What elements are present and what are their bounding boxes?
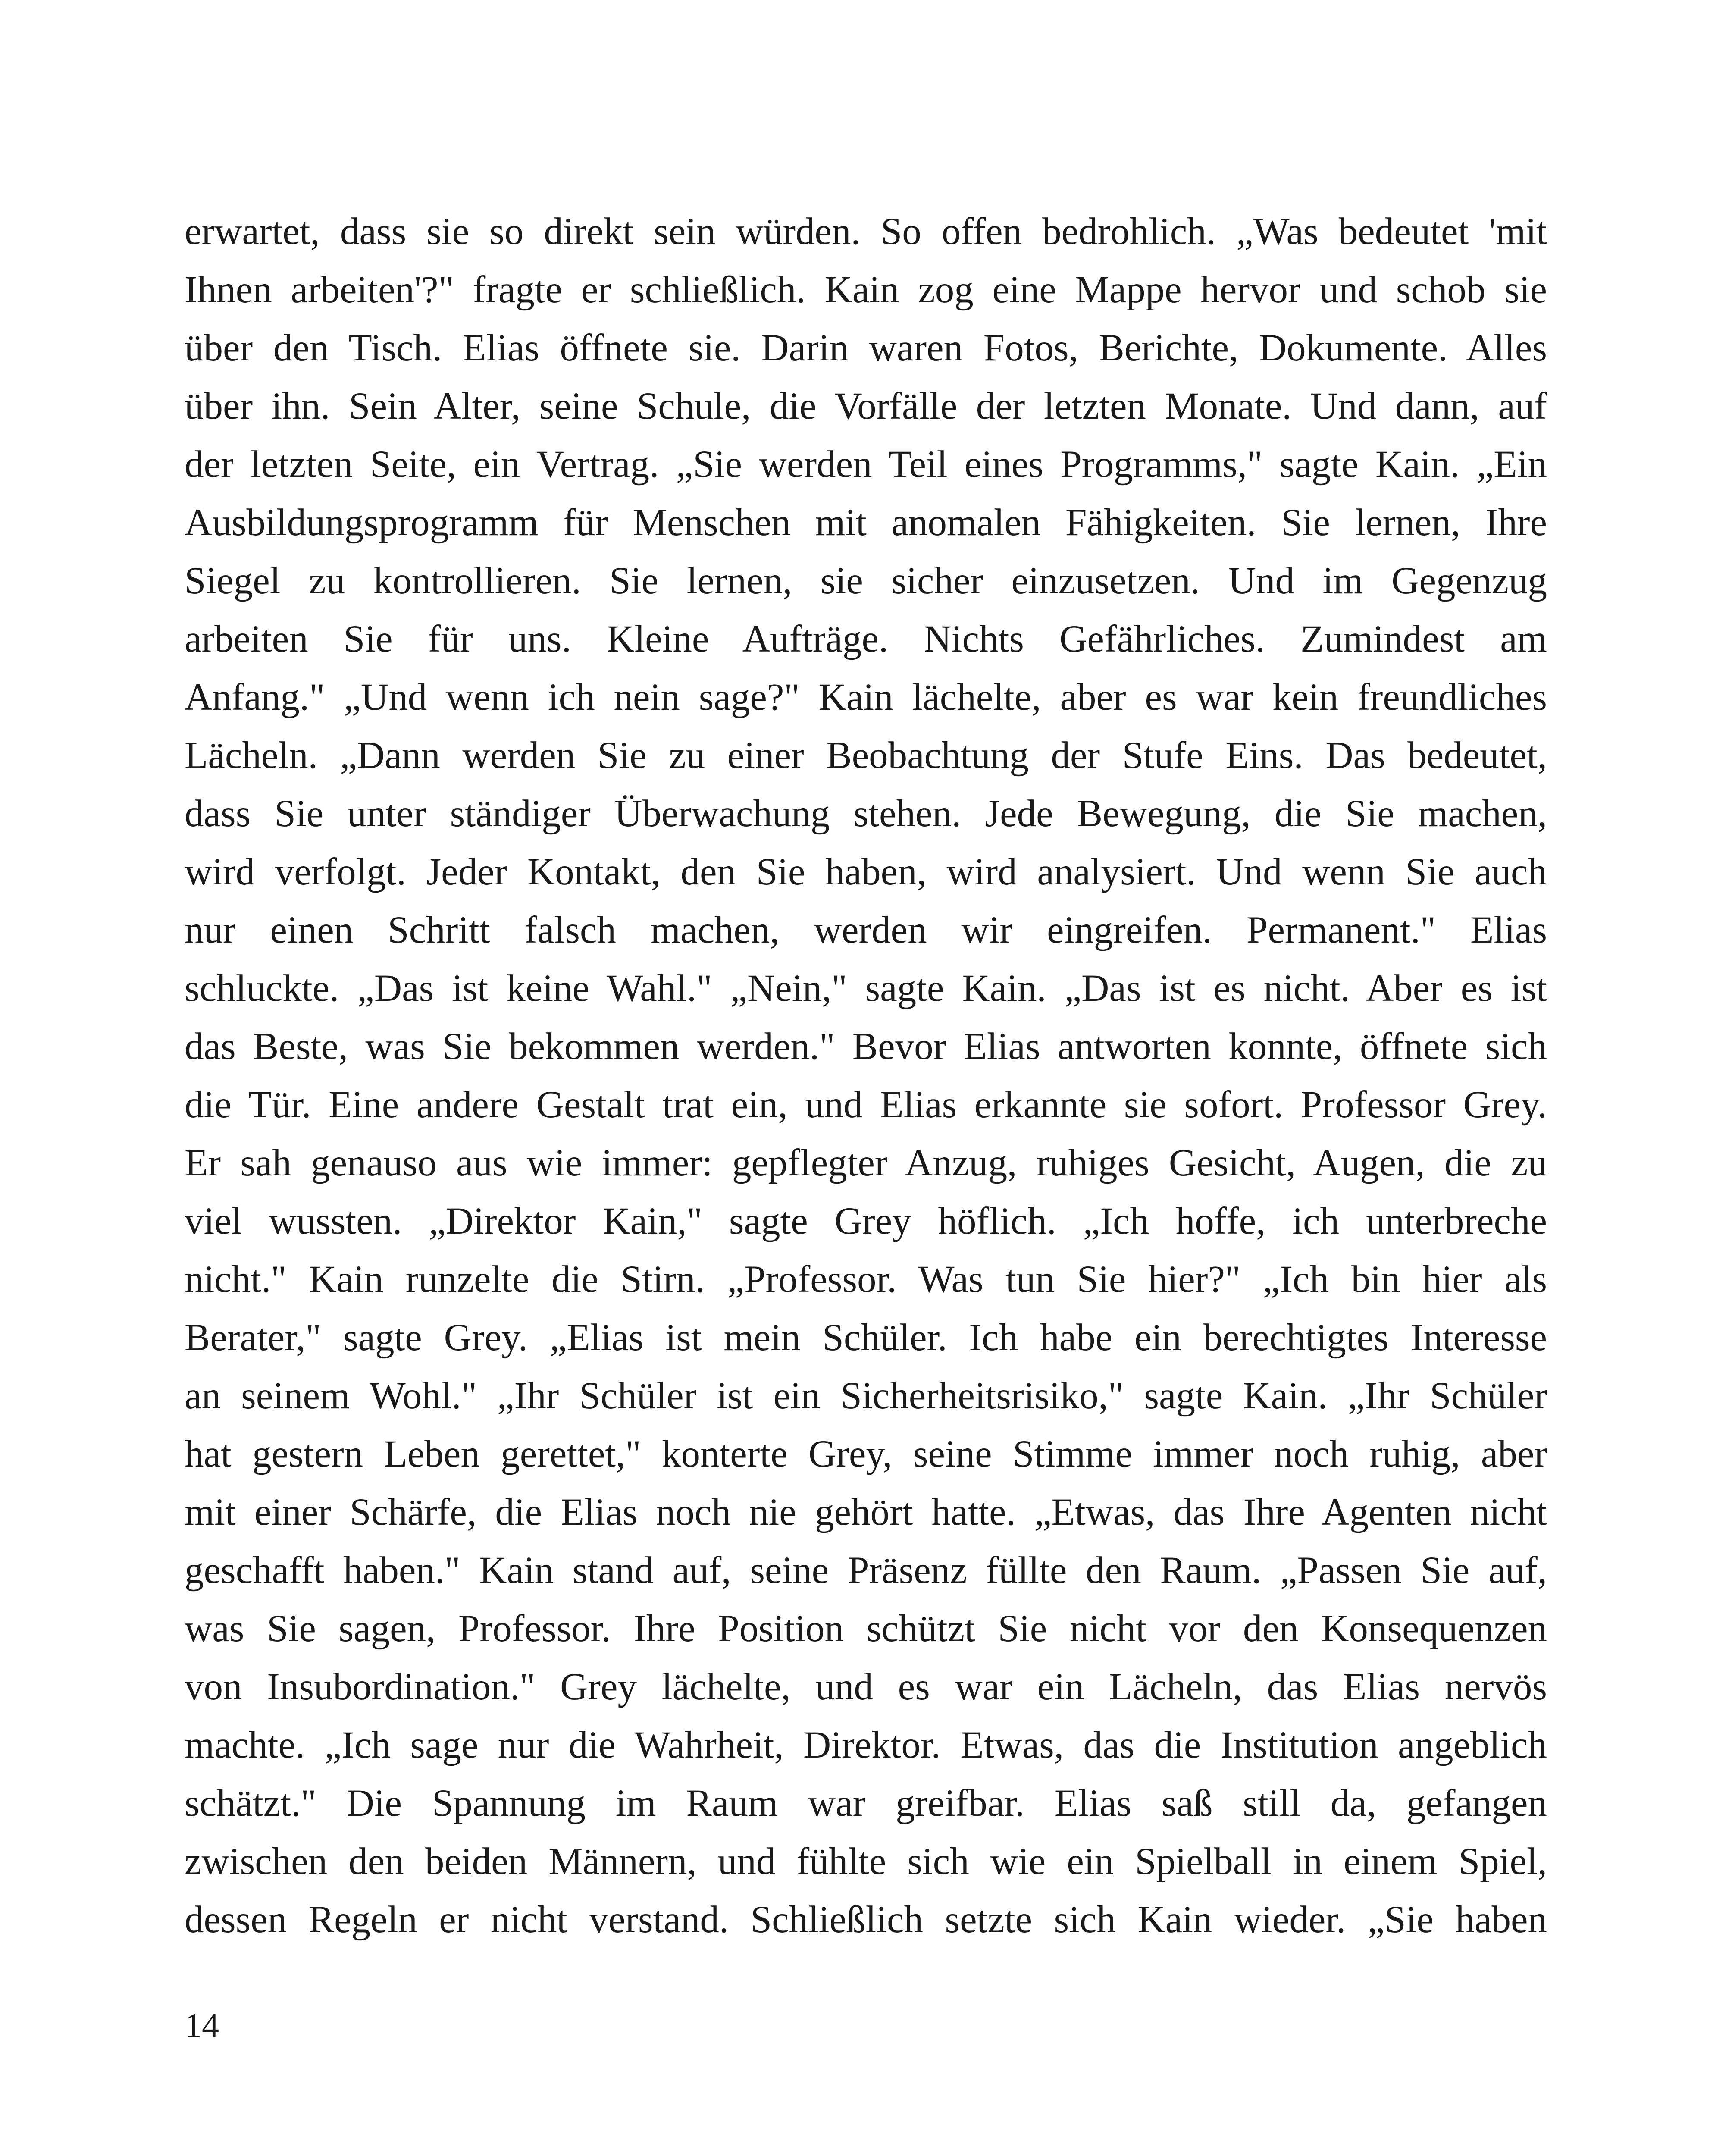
- text-line: Anfang." „Und wenn ich nein sage?" Kain lächelte, aber es war kein freundliches: [185, 676, 1547, 718]
- text-line: die Tür. Eine andere Gestalt trat ein, und Elias erkannte sie sofort. Professor Grey.: [185, 1084, 1547, 1126]
- text-line: schluckte. „Das ist keine Wahl." „Nein," sagte Kain. „Das ist es nicht. Aber es ist: [185, 967, 1547, 1009]
- text-line: von Insubordination." Grey lächelte, und es war ein Lächeln, das Elias nervös: [185, 1666, 1547, 1708]
- text-line: geschafft haben." Kain stand auf, seine Präsenz füllte den Raum. „Passen Sie auf,: [185, 1549, 1547, 1592]
- text-line: erwartet, dass sie so direkt sein würden. So offen bedrohlich. „Was bedeutet 'mit: [185, 210, 1547, 253]
- text-line: Siegel zu kontrollieren. Sie lernen, sie sicher einzusetzen. Und im Gegenzug: [185, 560, 1547, 602]
- text-line: nur einen Schritt falsch machen, werden wir eingreifen. Permanent." Elias: [185, 909, 1547, 951]
- text-line: mit einer Schärfe, die Elias noch nie gehört hatte. „Etwas, das Ihre Agenten nicht: [185, 1491, 1547, 1533]
- text-line: Ihnen arbeiten'?" fragte er schließlich. Kain zog eine Mappe hervor und schob sie: [185, 269, 1547, 311]
- text-line: arbeiten Sie für uns. Kleine Aufträge. Nichts Gefährliches. Zumindest am: [185, 618, 1547, 660]
- text-line: Ausbildungsprogramm für Menschen mit anomalen Fähigkeiten. Sie lernen, Ihre: [185, 501, 1547, 544]
- text-line: hat gestern Leben gerettet," konterte Grey, seine Stimme immer noch ruhig, aber: [185, 1433, 1547, 1475]
- text-line: schätzt." Die Spannung im Raum war greifbar. Elias saß still da, gefangen: [185, 1782, 1547, 1824]
- body-text: [185, 203, 1547, 1949]
- text-line: Berater," sagte Grey. „Elias ist mein Schüler. Ich habe ein berechtigtes Interesse: [185, 1316, 1547, 1359]
- text-line: das Beste, was Sie bekommen werden." Bevor Elias antworten konnte, öffnete sich: [185, 1025, 1547, 1068]
- text-line: Er sah genauso aus wie immer: gepflegter Anzug, ruhiges Gesicht, Augen, die zu: [185, 1142, 1547, 1184]
- text-line: machte. „Ich sage nur die Wahrheit, Direktor. Etwas, das die Institution angeblich: [185, 1724, 1547, 1766]
- text-line: an seinem Wohl." „Ihr Schüler ist ein Sicherheitsrisiko," sagte Kain. „Ihr Schüler: [185, 1375, 1547, 1417]
- text-line: der letzten Seite, ein Vertrag. „Sie werden Teil eines Programms," sagte Kain. „Ein: [185, 443, 1547, 486]
- text-line: wird verfolgt. Jeder Kontakt, den Sie haben, wird analysiert. Und wenn Sie auch: [185, 851, 1547, 893]
- text-line: dass Sie unter ständiger Überwachung stehen. Jede Bewegung, die Sie machen,: [185, 793, 1547, 835]
- text-line: dessen Regeln er nicht verstand. Schließlich setzte sich Kain wieder. „Sie haben: [185, 1899, 1547, 1941]
- text-line: Lächeln. „Dann werden Sie zu einer Beobachtung der Stufe Eins. Das bedeutet,: [185, 734, 1547, 777]
- text-line: zwischen den beiden Männern, und fühlte sich wie ein Spielball in einem Spiel,: [185, 1840, 1547, 1883]
- text-line: nicht." Kain runzelte die Stirn. „Professor. Was tun Sie hier?" „Ich bin hier als: [185, 1258, 1547, 1300]
- text-line: über ihn. Sein Alter, seine Schule, die Vorfälle der letzten Monate. Und dann, auf: [185, 385, 1547, 427]
- text-line: über den Tisch. Elias öffnete sie. Darin waren Fotos, Berichte, Dokumente. Alles: [185, 327, 1547, 369]
- page-number: 14: [185, 2007, 219, 2045]
- text-line: viel wussten. „Direktor Kain," sagte Grey höflich. „Ich hoffe, ich unterbreche: [185, 1200, 1547, 1242]
- text-line: was Sie sagen, Professor. Ihre Position schützt Sie nicht vor den Konsequenzen: [185, 1608, 1547, 1650]
